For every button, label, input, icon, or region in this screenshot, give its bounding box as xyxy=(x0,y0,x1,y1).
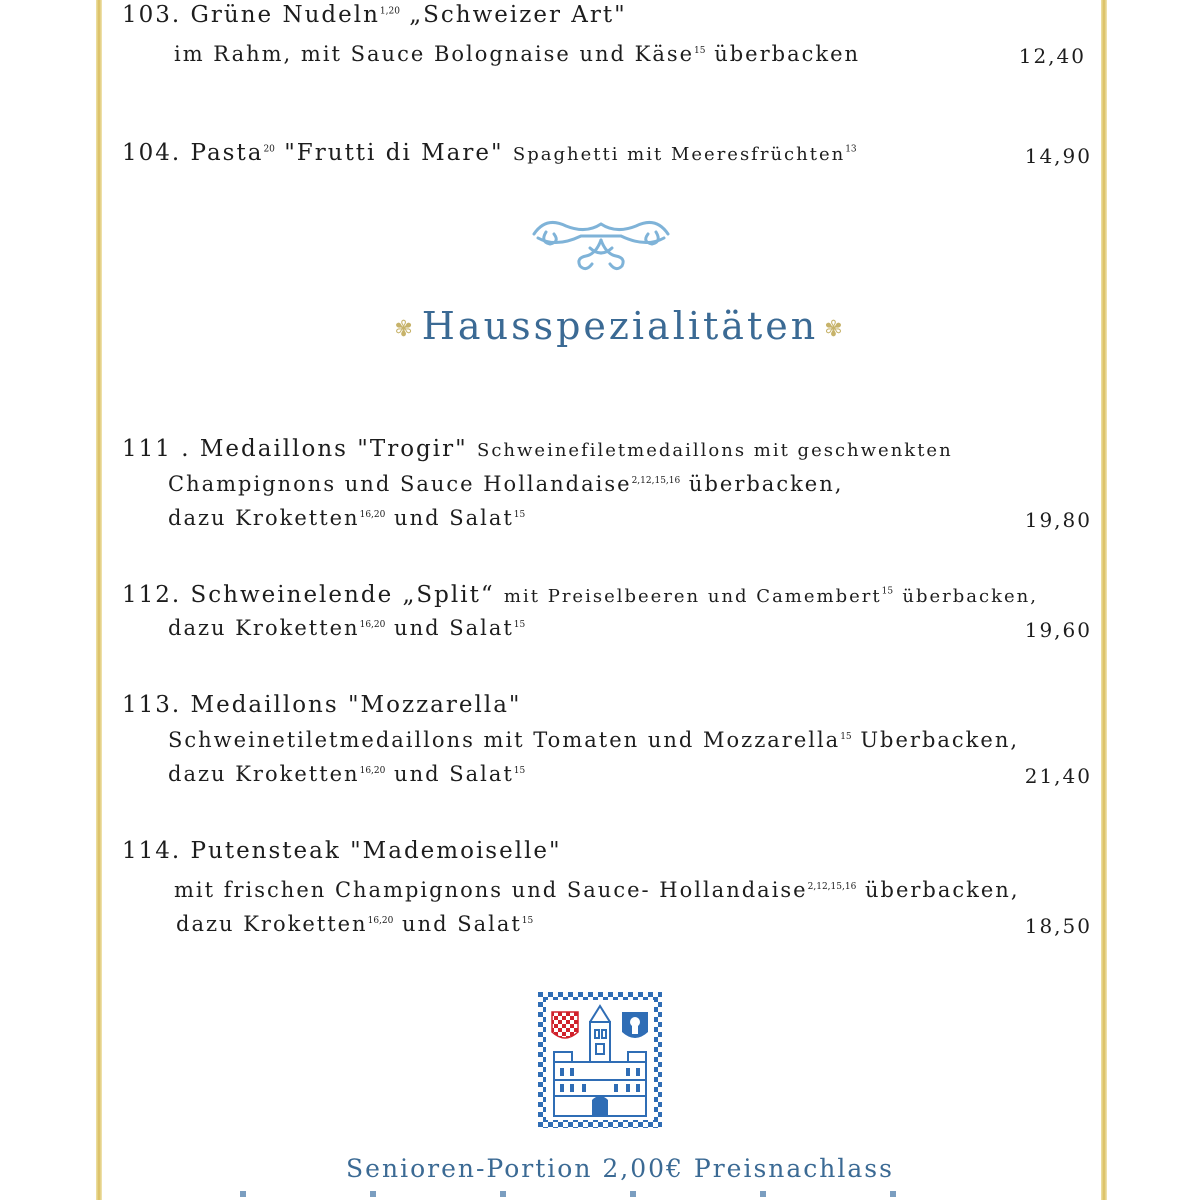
section-title: ✾ Hausspezialitäten ✾ xyxy=(394,304,846,348)
menu-item-114-sides: dazu Kroketten$^{16,20}$ und Salat$^{15}$ xyxy=(176,912,534,936)
menu-item-103-description: im Rahm, mit Sauce Bolognaise und Käse$^{15}$ überbacken xyxy=(174,42,861,66)
menu-item-114-description: mit frischen Champignons und Sauce- Hollandaise$^{2,12,15,16}$ überbacken, xyxy=(174,878,1020,902)
menu-item-103-price: 12,40 xyxy=(1018,44,1086,68)
page-border-left xyxy=(96,0,102,1200)
cut-off-text-line xyxy=(240,1191,980,1197)
fleur-icon: ✾ xyxy=(394,317,416,342)
menu-item-103-title: 103. Grüne Nudeln$^{1,20}$ „Schweizer Art" xyxy=(122,2,627,28)
scroll-ornament-icon xyxy=(526,210,676,276)
menu-item-112-title: 112. Schweinelende „Split“ mit Preiselbeeren und Camembert$^{15}$ überbacken, xyxy=(122,582,1038,608)
menu-item-113-description: Schweinetiletmedaillons mit Tomaten und Mozzarella$^{15}$ Uberbacken, xyxy=(168,728,1020,752)
menu-item-114-price: 18,50 xyxy=(1024,914,1092,938)
menu-item-111-description: Champignons und Sauce Hollandaise$^{2,12,15,16}$ überbacken, xyxy=(168,472,844,496)
menu-item-114-title: 114. Putensteak "Mademoiselle" xyxy=(122,838,562,864)
senior-discount-note: Senioren-Portion 2,00€ Preisnachlass xyxy=(346,1154,894,1183)
menu-item-111-sides: dazu Kroketten$^{16,20}$ und Salat$^{15}$ xyxy=(168,506,526,530)
menu-item-113-title: 113. Medaillons "Mozzarella" xyxy=(122,692,522,718)
page-border-right xyxy=(1101,0,1107,1200)
menu-item-111-title: 111 . Medaillons "Trogir" Schweinefiletmedaillons mit geschwenkten xyxy=(122,436,953,462)
town-crest-icon xyxy=(538,992,662,1128)
menu-item-104-title: 104. Pasta$^{20}$ "Frutti di Mare" Spaghetti mit Meeresfrüchten$^{13}$ xyxy=(122,140,857,166)
menu-item-113-price: 21,40 xyxy=(1024,764,1092,788)
fleur-icon: ✾ xyxy=(824,317,846,342)
menu-item-111-price: 19,80 xyxy=(1024,508,1092,532)
menu-item-112-sides: dazu Kroketten$^{16,20}$ und Salat$^{15}$ xyxy=(168,616,526,640)
menu-item-112-price: 19,60 xyxy=(1024,618,1092,642)
menu-item-113-sides: dazu Kroketten$^{16,20}$ und Salat$^{15}$ xyxy=(168,762,526,786)
menu-item-104-price: 14,90 xyxy=(1024,144,1092,168)
